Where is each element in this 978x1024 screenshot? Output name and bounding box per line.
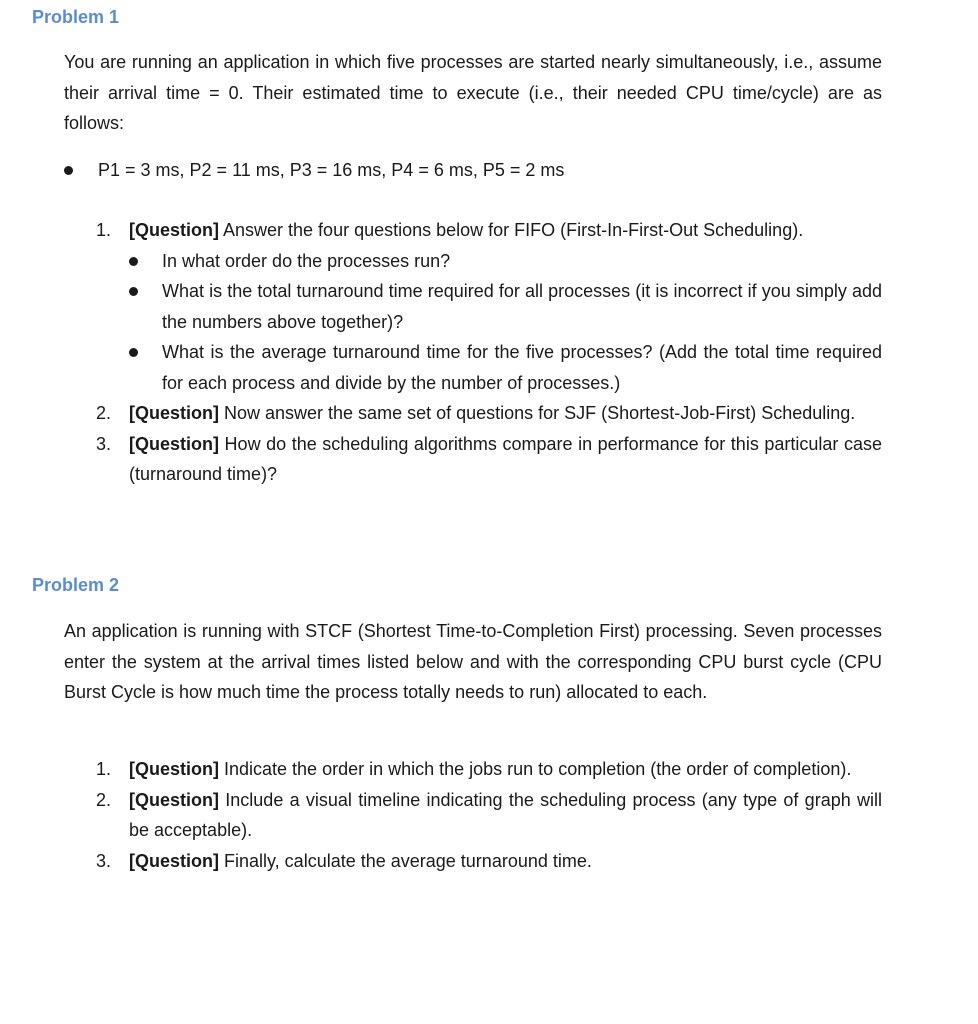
bullet-icon	[129, 287, 138, 296]
question-number: 2.	[96, 789, 112, 810]
question-item	[96, 785, 882, 846]
question-text	[129, 398, 882, 429]
question-item	[96, 429, 882, 490]
question-tag: [Question]	[129, 403, 219, 423]
question-text	[129, 429, 882, 490]
question-number: 1.	[96, 759, 112, 779]
question-text	[129, 215, 882, 246]
question-number: 1.	[96, 220, 112, 240]
question-item	[96, 754, 882, 785]
question-tag: [Question]	[129, 433, 219, 454]
problem-2-intro: An application is running with STCF (Shortest Time-to-Completion First) processing. Seven processes enter the system at the arrival times listed below and with the corresponding CPU burst cycle (CPU Burst Cycle is how much time the process totally needs to run) allocated to each.	[64, 621, 882, 702]
problem-2-question-list	[96, 754, 882, 876]
problem-1-intro: You are running an application in which five processes are started nearly simultaneously, i.e., assume their arrival time = 0. Their estimated time to execute (i.e., their needed CPU time/cycle) are as follows:	[64, 52, 882, 133]
question-number: 2.	[96, 403, 112, 423]
problem-1-heading: Problem 1	[32, 7, 120, 27]
question-number: 3.	[96, 850, 112, 871]
question-tag: [Question]	[129, 759, 219, 779]
process-times-text: P1 = 3 ms, P2 = 11 ms, P3 = 16 ms, P4 = 6 ms, P5 = 2 ms	[98, 160, 565, 180]
problem-2-heading: Problem 2	[32, 575, 120, 595]
sub-question-text: What is the total turnaround time required for all processes (it is incorrect if you simply add the numbers above together)?	[162, 281, 882, 332]
bullet-icon	[129, 348, 138, 357]
question-tag: [Question]	[129, 789, 219, 810]
question-item	[96, 398, 882, 429]
question-text	[129, 846, 882, 877]
fifo-sub-question-list	[129, 246, 882, 399]
sub-question-item	[129, 276, 882, 337]
question-body: Answer the four questions below for FIFO (First-In-First-Out Scheduling).	[219, 220, 804, 240]
sub-question-item	[129, 246, 882, 277]
question-body: Now answer the same set of questions for SJF (Shortest-Job-First) Scheduling.	[219, 403, 856, 423]
question-tag: [Question]	[129, 850, 219, 871]
question-body: Include a visual timeline indicating the scheduling process (any type of graph will be acceptable).	[129, 789, 882, 840]
bullet-icon	[64, 166, 73, 175]
question-number: 3.	[96, 433, 112, 454]
question-text	[129, 754, 882, 785]
question-tag: [Question]	[129, 220, 219, 240]
sub-question-text: What is the average turnaround time for the five processes? (Add the total time required for each process and divide by the number of processes.)	[162, 342, 882, 393]
problem-1-question-list	[96, 215, 882, 490]
sub-question-text: In what order do the processes run?	[162, 250, 451, 271]
question-body: Finally, calculate the average turnaround time.	[219, 850, 592, 871]
question-body: How do the scheduling algorithms compare in performance for this particular case (turnaround time)?	[129, 433, 882, 484]
question-body: Indicate the order in which the jobs run to completion (the order of completion).	[219, 759, 852, 779]
sub-question-item	[129, 337, 882, 398]
bullet-icon	[129, 257, 138, 266]
question-text	[129, 785, 882, 846]
question-item	[96, 215, 882, 398]
question-item	[96, 846, 882, 877]
